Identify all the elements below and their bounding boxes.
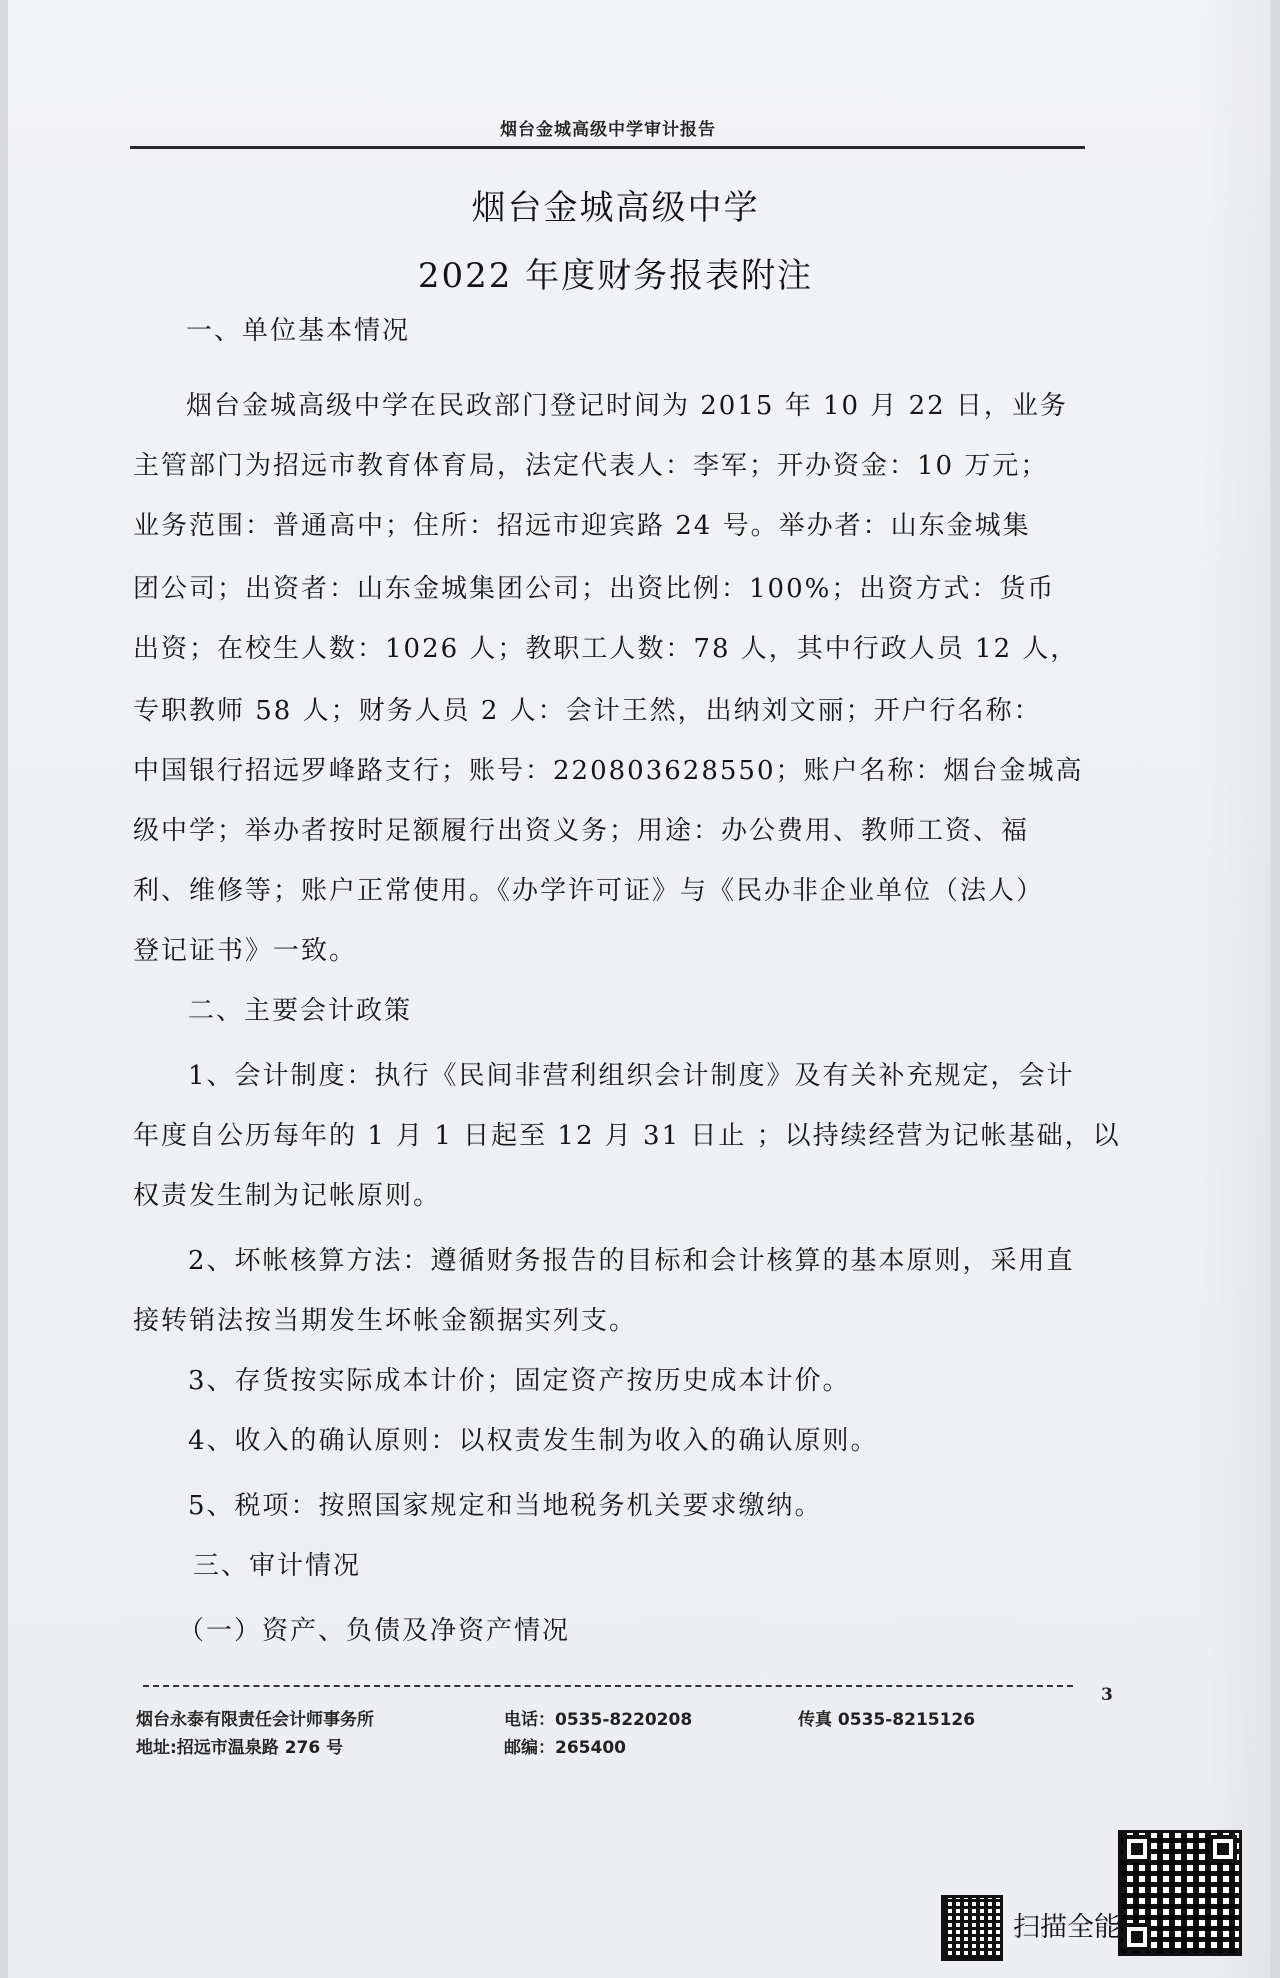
paragraph-line: 3、存货按实际成本计价；固定资产按历史成本计价。: [188, 1366, 851, 1396]
document-page: [8, 0, 1270, 1978]
section-heading: 一、单位基本情况: [186, 316, 411, 346]
paragraph-line: 主管部门为招远市教育体育局，法定代表人：李军；开办资金：10 万元；: [133, 451, 1049, 481]
qr-code-icon: [1118, 1830, 1242, 1956]
section-heading: 三、审计情况: [193, 1551, 362, 1581]
paragraph-line: 2、坏帐核算方法：遵循财务报告的目标和会计核算的基本原则，采用直: [188, 1246, 1075, 1276]
qr-finder-icon: [1209, 1835, 1237, 1863]
section-heading: 二、主要会计政策: [188, 996, 413, 1026]
paragraph-line: 1、会计制度：执行《民间非营利组织会计制度》及有关补充规定，会计: [188, 1061, 1075, 1091]
paragraph-line: 年度自公历每年的 1 月 1 日起至 12 月 31 日止 ；以持续经营为记帐基础，以: [133, 1121, 1121, 1151]
footer-postcode: 邮编：265400: [504, 1738, 626, 1758]
footer-fax: 传真 0535-8215126: [798, 1710, 976, 1730]
document-title: 烟台金城高级中学: [471, 188, 760, 228]
paragraph-line: 专职教师 58 人；财务人员 2 人：会计王然，出纳刘文丽；开户行名称：: [133, 696, 1042, 726]
paragraph-line: 中国银行招远罗峰路支行；账号：220803628550；账户名称：烟台金城高: [133, 756, 1084, 786]
paragraph-line: 4、收入的确认原则：以权责发生制为收入的确认原则。: [188, 1426, 879, 1456]
qr-finder-icon: [1123, 1835, 1151, 1863]
qr-finder-icon: [1123, 1923, 1151, 1951]
paragraph-line: 5、税项：按照国家规定和当地税务机关要求缴纳。: [188, 1491, 823, 1521]
footer-phone: 电话：0535-8220208: [504, 1710, 693, 1730]
footer-rule: [143, 1685, 1073, 1687]
paragraph-line: 利、维修等；账户正常使用。《办学许可证》与《民办非企业单位（法人）: [133, 876, 1045, 906]
paragraph-line: 登记证书》一致。: [133, 936, 358, 966]
footer-address: 地址:招远市温泉路 276 号: [136, 1738, 344, 1758]
paragraph-line: 接转销法按当期发生坏帐金额据实列支。: [133, 1306, 638, 1336]
paragraph-line: 烟台金城高级中学在民政部门登记时间为 2015 年 10 月 22 日，业务: [186, 391, 1068, 421]
page-number: 3: [1101, 1685, 1113, 1705]
running-header: 烟台金城高级中学审计报告: [500, 120, 716, 140]
paragraph-line: 业务范围：普通高中；住所：招远市迎宾路 24 号。举办者：山东金城集: [133, 511, 1031, 541]
paragraph-line: 级中学；举办者按时足额履行出资义务；用途：办公费用、教师工资、福: [133, 816, 1030, 846]
subsection-heading: （一）资产、负债及净资产情况: [178, 1616, 571, 1646]
scanner-watermark: 扫描全能: [1013, 1912, 1121, 1943]
paragraph-line: 权责发生制为记帐原则。: [133, 1181, 442, 1211]
paragraph-line: 团公司；出资者：山东金城集团公司；出资比例：100%；出资方式：货币: [133, 574, 1056, 604]
footer-firm-name: 烟台永泰有限责任会计师事务所: [136, 1710, 374, 1730]
header-rule: [130, 146, 1085, 149]
paragraph-line: 出资；在校生人数：1026 人；教职工人数：78 人，其中行政人员 12 人，: [133, 634, 1079, 664]
scanner-qr-icon: [941, 1895, 1003, 1961]
document-subtitle: 2022 年度财务报表附注: [417, 256, 814, 296]
